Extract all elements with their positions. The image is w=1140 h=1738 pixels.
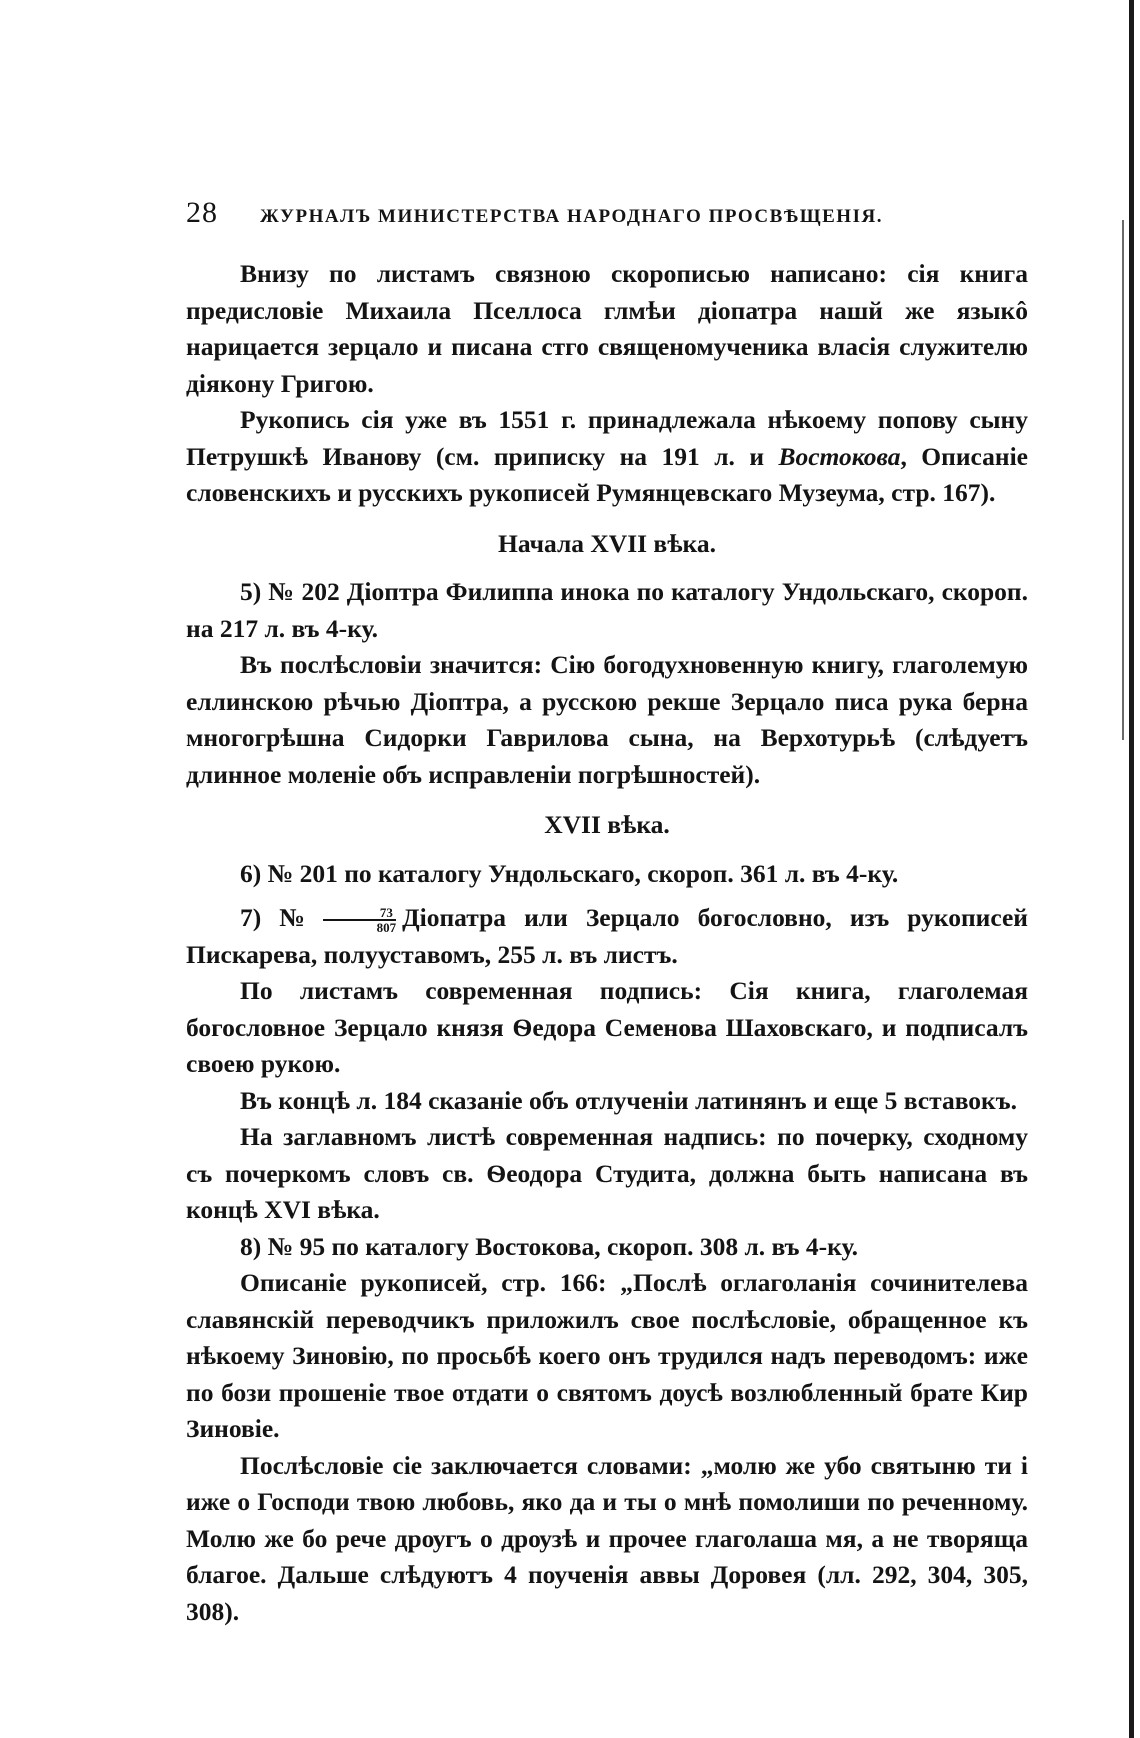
paragraph-2-after: , Описаніе словенскихъ и русскихъ рукописей Румянцевскаго Музеума, стр. 167). [186,441,1028,507]
paragraph-5: 6) № 201 по каталогу Ундольскаго, скороп. 361 л. въ 4-ку. [240,858,899,888]
paragraph-1: Внизу по листамъ связною скорописью написано: сія книга предисловіе Михаила Пселлоса глмѣи діопатра нашй же языкô нарицается зерцало и писана стго священомученика власія служителю діякону Григою. [186,259,1028,398]
paragraph-3: 5) № 202 Діоптра Филиппа инока по каталогу Ундольскаго, скороп. на 217 л. въ 4-ку. [186,577,1028,643]
paragraph-4: Въ послѣсловіи значится: Сію богодухновенную книгу, глаголемую еллинскою рѣчью Діоптра, а русскою рекше Зерцало писа рука берна многогрѣшна Сидорки Гаврилова сына, на Верхотурьѣ (слѣдуетъ длинное моленіе объ исправленіи погрѣшностей). [186,650,1028,789]
paragraph-2 [186,402,1028,512]
paragraph-11: Описаніе рукописей, стр. 166: „Послѣ оглаголанія сочинителева славянскій переводчикъ приложилъ свое послѣсловіе, обращенное къ нѣкоему Зиновію, по просьбѣ коего онъ трудился надъ переводомъ: иже по бози прошеніе твое отдати о святомъ доусѣ возлюбленный брате Кир Зиновіе. [186,1268,1028,1443]
paragraph-8: Въ концѣ л. 184 сказаніе объ отлученіи латинянъ и еще 5 вставокъ. [240,1085,1017,1115]
section-heading-2: XVII вѣка. [544,810,670,839]
paragraph-12: Послѣсловіе сіе заключается словами: „молю же убо святыню ти і иже о Господи твою любовь, яко да и ты о мнѣ помолиши по реченному. Молю же бо рече дрѹгъ о дрѹзѣ и прочее глаголаша мя, а не творяща благое. Дальше слѣдуютъ 4 поученія аввы Доровея (лл. 292, 304, 305, 308). [186,1450,1028,1626]
item-7-text: Діопатра или Зерцало богословно, изъ рукописей Пискарева, полууставомъ, 255 л. въ листъ. [186,903,1028,969]
item-7-prefix: 7) № [240,903,317,932]
journal-title: ЖУРНАЛЪ МИНИСТЕРСТВА НАРОДНАГО ПРОСВѢЩЕНІЯ. [260,206,883,227]
page-number: 28 [186,196,218,229]
section-heading-1: Начала XVII вѣка. [498,528,716,558]
body-text [186,256,1028,1630]
fraction-denominator: 807 [376,920,397,936]
catalog-fraction [323,906,397,934]
paragraph-10: 8) № 95 по каталогу Востокова, скороп. 308 л. въ 4-ку. [240,1231,859,1261]
page-edge-shadow-inner [1122,220,1124,740]
author-name-italic: Востокова [778,441,901,471]
paragraph-2-before: Рукопись сія уже въ 1551 г. принадлежала нѣкоему попову сыну Петрушкѣ Иванову (см. приписку на 191 л. и [186,405,1028,471]
paragraph-9: На заглавномъ листѣ современная надпись: по почерку, сходному съ почеркомъ словъ св. Ѳеодора Студита, должна быть написана въ концѣ XVI вѣка. [186,1122,1028,1224]
page-edge-shadow [1129,0,1134,1738]
fraction-numerator: 73 [323,906,397,921]
paragraph-6 [186,900,1028,973]
running-header [186,196,1026,230]
paragraph-7: По листамъ современная подпись: Сія книга, глаголемая богословное Зерцало князя Ѳедора Семенова Шаховскаго, и подписалъ своею рукою. [186,976,1028,1078]
